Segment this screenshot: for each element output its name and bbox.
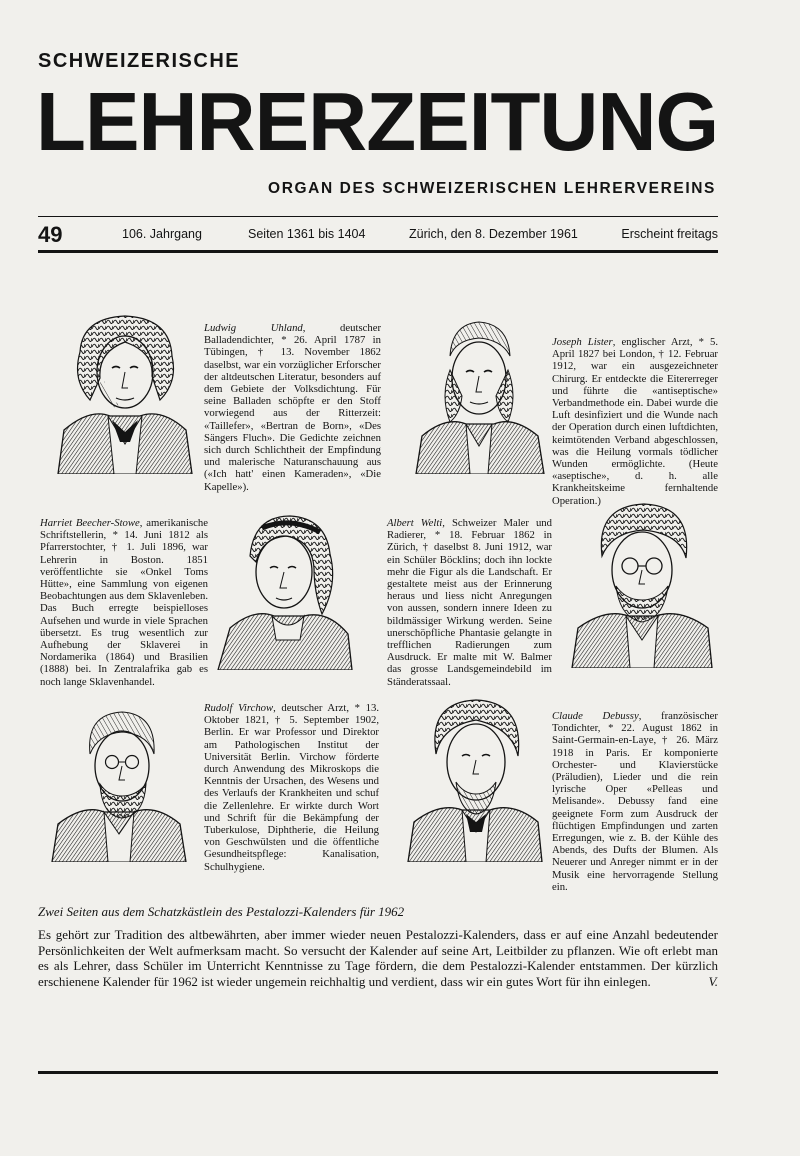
- portrait-welti: [568, 500, 716, 668]
- figure-caption: Zwei Seiten aus dem Schatzkästlein des Pestalozzi-Kalenders für 1962: [38, 904, 405, 919]
- entry-welti: [387, 517, 552, 688]
- header-rule-bottom: [38, 250, 718, 253]
- entry-name: Joseph Lister: [552, 336, 613, 348]
- issue-number: 49: [38, 222, 63, 247]
- masthead-kicker: SCHWEIZERISCHE: [38, 50, 241, 72]
- entry-text: , deutscher Balladendichter, * 26. April 1787 in Tübingen, † 13. November 1862 daselbst, war ein vorzüglicher Erforscher der altdeutschen Literatur, besonders auf dem Gebiete der Volksdichtung. Für seine Balladen schöpfte er den Stoff vorwiegend aus der Ritterzeit: «Taillefer», «Bertran de Born», «Des Sängers Fluch». Die Gedichte zeichnen sich durch Schlichtheit der Empfindung und malerische Naturanschauung aus («Ich hatt' einen Kameraden», «Die Kapelle»).: [204, 322, 382, 493]
- entry-text: , englischer Arzt, * 5. April 1827 bei London, † 12. Februar 1912, war ein ausgezeichneter Chirurg. Er entdeckte die Eitererreger und führte die «antiseptische» Verbandmethode ein. Dabei wurde die Luft desinfiziert und die Wunde nach der Operation durch einen luftdichten, keimtötenden Verband abgeschlossen, was die Heilung vormals tödlicher Wunden ermöglichte. (Heute «aseptische», d. h. alle Krankheitskeime fernhaltende Operation.): [552, 336, 718, 507]
- entry-name: Albert Welti: [387, 517, 443, 529]
- footer-rule: [38, 1071, 718, 1074]
- article-body: [38, 927, 718, 989]
- masthead-title: LEHRERZEITUNG: [36, 75, 719, 168]
- entry-name: Ludwig Uhland: [204, 322, 303, 334]
- header-rule-top: [38, 216, 718, 217]
- entry-name: Claude Debussy: [552, 710, 639, 722]
- portrait-lister: [410, 316, 548, 474]
- issue-pages: Seiten 1361 bis 1404: [248, 227, 366, 241]
- article-signature: V.: [708, 973, 718, 989]
- portrait-beecher-stowe: [214, 510, 354, 670]
- entry-text: , deutscher Arzt, * 13. Oktober 1821, † 5. September 1902, Berlin. Er war Professor und Direktor am Pathologischen Institut der Universität Berlin. Virchow förderte durch Anwendung des Mikroskops die Kenntnis der Ursachen, des Wesens und des Verlaufs der Krankheiten und schuf die Zellenlehre. Er wirkte durch Wort und Schrift für die Bekämpfung der Tuberkulose, Diphtherie, die Heilung von Geschwülsten und die öffentliche Gesundheitspflege: Kanalisation, Schulhygiene.: [204, 702, 379, 873]
- article-text: Es gehört zur Tradition des altbewährten, aber immer wieder neuen Pestalozzi-Kalenders, dass er auf eine Anzahl bedeutender Persönlichkeiten der Welt aufmerksam macht. So versucht der Kalender auf seine Art, Leitbilder zu pflanzen. Wie oft erlebt man es als Lehrer, dass Schüler im Unterricht Kenntnisse zu Tage fördern, die dem Pestalozzi-Kalender entstammen. Der kürzlich erschienene Kalender für 1962 ist wieder ungemein reichhaltig und verdient, dass wir ein gutes Wort für ihn einlegen.: [38, 927, 718, 989]
- entry-name: Rudolf Virchow: [204, 702, 274, 714]
- entry-text: , Schweizer Maler und Radierer, * 18. Februar 1862 in Zürich, † daselbst 8. Juni 1912, war ein Schüler Böcklins; doch ihn lockte mehr die Figur als die Landschaft. Er gestaltete meist aus der Erinnerung heraus und liess nicht Anregungen von aussen, sondern innere Ideen zu bildmässiger Wirkung werden. Seine unerschöpfliche Phantasie gelangte in trefflichen Radierungen zum Ausdruck. Er malte mit W. Balmer das grosse Landsgemeindebild im Ständeratssaal.: [387, 517, 552, 688]
- entry-virchow: [204, 702, 379, 873]
- issue-place-date: Zürich, den 8. Dezember 1961: [409, 227, 578, 241]
- entry-debussy: [552, 710, 718, 893]
- issue-volume: 106. Jahrgang: [122, 227, 202, 241]
- entry-uhland: [204, 322, 381, 493]
- portrait-debussy: [404, 696, 544, 862]
- issue-frequency: Erscheint freitags: [621, 227, 718, 241]
- entry-text: , amerikanische Schriftstellerin, * 14. Juni 1812 als Pfarrerstochter, † 1. Juli 1896, war Lehrerin in Boston. 1851 veröffentlichte sie «Onkel Toms Hütte», eine Sammlung von eigenen Beobachtungen aus dem Sklavenleben. Das Buch erregte beispielloses Aufsehen und wurde in viele Sprachen übersetzt. Es trug wesentlich zur Aufhebung der Sklaverei in Nordamerika (1864) und Brasilien (1888) bei. In Zentralafrika gab es noch lange Sklavenhandel.: [40, 517, 208, 688]
- portrait-uhland: [50, 312, 200, 474]
- entry-name: Harriet Beecher-Stowe: [40, 517, 140, 529]
- entry-lister: [552, 336, 718, 507]
- masthead-subtitle: ORGAN DES SCHWEIZERISCHEN LEHRERVEREINS: [268, 180, 716, 197]
- entry-beecher-stowe: [40, 517, 208, 688]
- issue-info-row: [38, 222, 718, 248]
- entry-text: , französischer Tondichter, * 22. August 1862 in Saint-Germain-en-Laye, † 26. März 1918 in Paris. Er komponierte Orchester- und Klavierstücke (Präludien), Lieder und die rein lyrische Oper «Pelleas und Melisande». Debussy fand eine geeignete Form zum Ausdruck der flüchtigen Empfindungen und zarten Erregungen, wie z. B. der Kühle des Abends, des Dufts der Blumen. Als Neuerer und Anreger nimmt er in der Musik eine hervorragende Stellung ein.: [552, 710, 718, 893]
- portrait-virchow: [48, 704, 190, 862]
